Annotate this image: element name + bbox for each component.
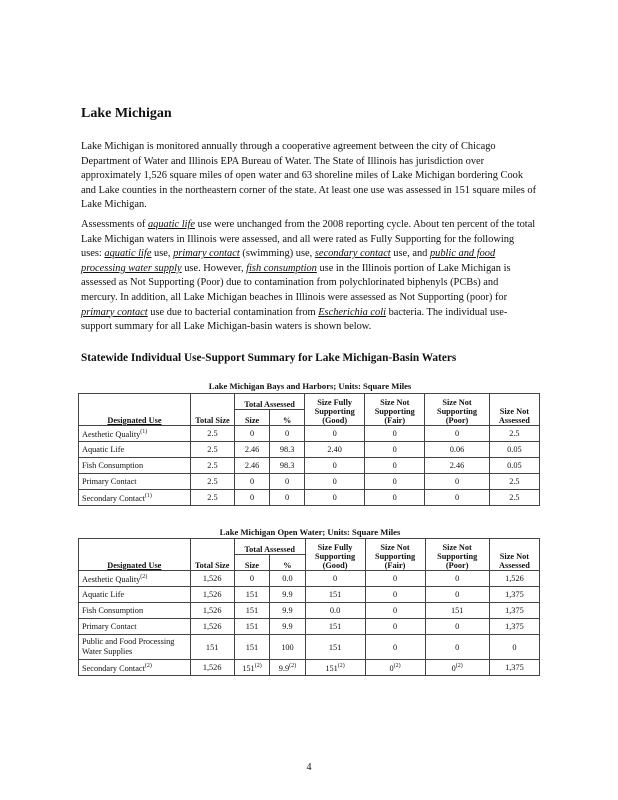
cell: 0: [425, 571, 489, 587]
table-row: [79, 660, 540, 676]
cell: 0.05: [489, 442, 539, 458]
cell: 0: [365, 474, 425, 490]
cell: 98.3: [270, 458, 305, 474]
cell: 0: [365, 571, 425, 587]
col-percent: %: [270, 555, 305, 571]
cell: 2.5: [190, 474, 234, 490]
cell-use: Primary Contact: [79, 619, 191, 635]
cell: 2.46: [235, 458, 270, 474]
col-designated-use: Designated Use: [79, 394, 191, 426]
cell: 1,375: [489, 587, 539, 603]
cell: 2.5: [489, 474, 539, 490]
col-fully-supporting: Size Fully Supporting (Good): [305, 539, 365, 571]
cell: 0: [235, 426, 270, 442]
cell: 1,526: [190, 587, 234, 603]
cell: 9.9: [270, 587, 305, 603]
cell: 2.46: [425, 458, 489, 474]
text: use. However,: [181, 262, 247, 274]
table-row: [79, 442, 540, 458]
cell: 0: [235, 474, 270, 490]
cell: 2.5: [190, 426, 234, 442]
cell: 0.05: [489, 458, 539, 474]
cell: 151: [305, 635, 365, 660]
term-aquatic-life: aquatic life: [104, 248, 152, 260]
cell-use: Aquatic Life: [79, 587, 191, 603]
cell: 0: [365, 490, 425, 506]
cell: 2.5: [190, 458, 234, 474]
col-total-assessed: Total Assessed: [234, 539, 305, 555]
cell: 0: [365, 619, 425, 635]
cell: 1,526: [489, 571, 539, 587]
cell: 0: [305, 458, 365, 474]
page-number: 4: [306, 762, 312, 773]
cell-use: Secondary Contact$^{(1)}$: [79, 490, 191, 506]
cell: 0: [365, 603, 425, 619]
cell: 151$^{(2)}$: [234, 660, 270, 676]
cell: 2.5: [489, 426, 539, 442]
cell-use: Aquatic Life: [79, 442, 191, 458]
cell: 0: [270, 426, 305, 442]
section-title: Statewide Individual Use-Support Summary for Lake Michigan-Basin Waters: [81, 352, 457, 364]
cell: 151: [305, 587, 365, 603]
cell: 0: [305, 426, 365, 442]
col-not-supporting-fair: Size Not Supporting (Fair): [365, 394, 425, 426]
cell: 2.5: [489, 490, 539, 506]
cell: 0: [425, 635, 489, 660]
col-fully-supporting: Size Fully Supporting (Good): [305, 394, 365, 426]
cell: 1,375: [489, 660, 539, 676]
cell: 0: [425, 619, 489, 635]
term-primary-contact: primary contact: [173, 248, 240, 260]
cell: 0: [365, 426, 425, 442]
cell: 0: [234, 571, 270, 587]
col-size: Size: [235, 410, 270, 426]
term-secondary-contact: secondary contact: [314, 248, 391, 260]
col-total-assessed: Total Assessed: [235, 394, 305, 410]
cell: 1,375: [489, 603, 539, 619]
table1-caption: Lake Michigan Bays and Harbors; Units: Square Miles: [208, 381, 412, 391]
text: bacteria. The individual use-support summary for all Lake Michigan-basin waters is shown below.: [81, 306, 508, 333]
cell: 0.0: [305, 603, 365, 619]
open-water-table: [78, 538, 540, 676]
text: use due to bacterial contamination from: [147, 306, 319, 318]
term-fish-consumption: fish consumption: [246, 262, 317, 274]
term-aquatic-life: aquatic life: [147, 219, 196, 230]
table-row: [79, 619, 540, 635]
cell: 0: [365, 442, 425, 458]
cell: 9.9: [270, 619, 305, 635]
cell: 0: [270, 490, 305, 506]
cell-use: Primary Contact: [79, 474, 191, 490]
cell: 0: [365, 587, 425, 603]
cell: 151$^{(2)}$: [305, 660, 365, 676]
table-row: [79, 635, 540, 660]
cell: 151: [305, 619, 365, 635]
col-not-assessed: Size Not Assessed: [489, 539, 539, 571]
cell: 151: [234, 587, 270, 603]
cell: 2.5: [190, 490, 234, 506]
col-not-assessed: Size Not Assessed: [489, 394, 539, 426]
cell: 0: [425, 426, 489, 442]
table-row: [79, 571, 540, 587]
cell: 0: [425, 474, 489, 490]
cell: 1,526: [190, 619, 234, 635]
cell: 98.3: [270, 442, 305, 458]
cell: 151: [425, 603, 489, 619]
col-size: Size: [234, 555, 270, 571]
cell: 0$^{(2)}$: [365, 660, 425, 676]
cell: 1,526: [190, 660, 234, 676]
cell: 151: [234, 635, 270, 660]
cell: 0: [235, 490, 270, 506]
text: use,: [151, 248, 174, 260]
cell-use: Fish Consumption: [79, 603, 191, 619]
text: use were unchanged from the 2008 reporting cycle. About ten percent of the total Lake Michigan waters in Illinois were assessed, and all were rated as Fully Supporting for the following uses:: [81, 219, 536, 260]
cell: 9.9: [270, 603, 305, 619]
cell: 0: [305, 571, 365, 587]
cell: 1,375: [489, 619, 539, 635]
col-total-size: Total Size: [190, 394, 234, 426]
cell: 100: [270, 635, 305, 660]
cell: 151: [234, 603, 270, 619]
cell: 2.40: [305, 442, 365, 458]
cell: 2.46: [235, 442, 270, 458]
bays-harbors-table: [78, 393, 540, 506]
table2-caption: Lake Michigan Open Water; Units: Square Miles: [219, 527, 401, 537]
table-row: [79, 458, 540, 474]
cell: 0: [365, 635, 425, 660]
cell: 1,526: [190, 571, 234, 587]
term-e-coli: Escherichia coli: [318, 306, 387, 318]
cell: 2.5: [190, 442, 234, 458]
table-row: [79, 426, 540, 442]
cell: 151: [190, 635, 234, 660]
col-not-supporting-poor: Size Not Supporting (Poor): [425, 394, 489, 426]
cell-use: Aesthetic Quality$^{(1)}$: [79, 426, 191, 442]
text: use in the Illinois portion of Lake Michigan is assessed as Not Supporting (Poor) due to contamination from polychlorinated biphenyls (PCBs) and mercury. In addition, all Lake Michigan beaches in Illinois were assessed as Not Supporting (poor) for: [81, 262, 511, 303]
term-primary-contact: primary contact: [81, 306, 148, 318]
cell: 1,526: [190, 603, 234, 619]
cell: 0.0: [270, 571, 305, 587]
cell: 151: [234, 619, 270, 635]
col-not-supporting-poor: Size Not Supporting (Poor): [425, 539, 489, 571]
term-public-water-supply: public and food processing water supply: [81, 248, 496, 274]
text: (swimming) use,: [239, 248, 315, 260]
cell: 0: [425, 587, 489, 603]
cell: 0$^{(2)}$: [425, 660, 489, 676]
cell: 0: [365, 458, 425, 474]
cell-use: Fish Consumption: [79, 458, 191, 474]
cell: 0.06: [425, 442, 489, 458]
col-percent: %: [270, 410, 305, 426]
cell: 0: [489, 635, 539, 660]
table-row: [79, 603, 540, 619]
table-row: [79, 490, 540, 506]
cell-use: Public and Food Processing Water Supplies: [79, 635, 191, 660]
assessment-paragraph: [81, 218, 537, 335]
col-total-size: Total Size: [190, 539, 234, 571]
col-not-supporting-fair: Size Not Supporting (Fair): [365, 539, 425, 571]
cell: 0: [425, 490, 489, 506]
col-designated-use: Designated Use: [79, 539, 191, 571]
table-row: [79, 587, 540, 603]
cell-use: Secondary Contact$^{(2)}$: [79, 660, 191, 676]
cell: 9.9$^{(2)}$: [270, 660, 305, 676]
cell: 0: [305, 490, 365, 506]
cell-use: Aesthetic Quality$^{(2)}$: [79, 571, 191, 587]
cell: 0: [270, 474, 305, 490]
table-row: [79, 474, 540, 490]
page-title: Lake Michigan: [81, 106, 172, 121]
text: use, and: [390, 248, 430, 260]
cell: 0: [305, 474, 365, 490]
intro-paragraph: Lake Michigan is monitored annually through a cooperative agreement between the city of Chicago Department of Water and Illinois EPA Bureau of Water. The State of Illinois has jurisdiction over approximately 1,526 square miles of open water and 63 shoreline miles of Lake Michigan bordering Cook and Lake counties in the northeastern corner of the state. At least one use was assessed in 151 square miles of Lake Michigan.: [81, 141, 537, 211]
text: Assessments of: [81, 219, 148, 230]
